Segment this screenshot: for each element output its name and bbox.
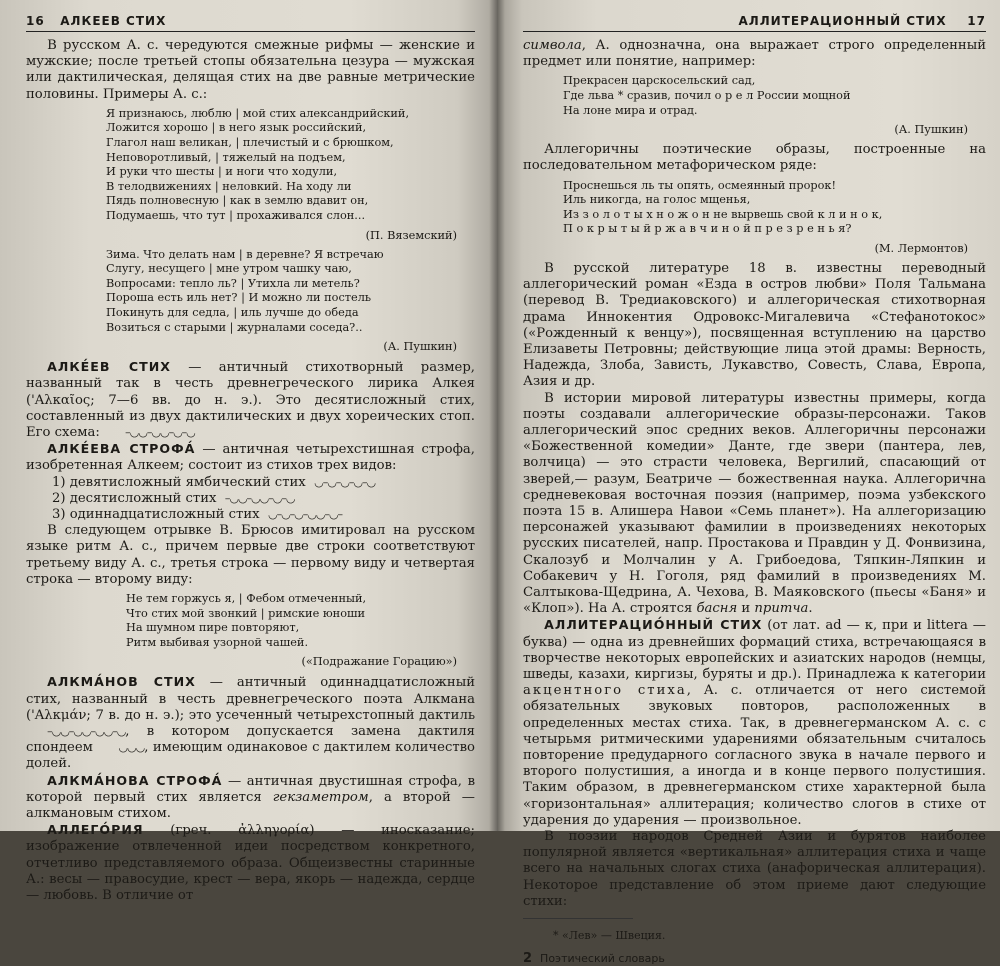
verse-line: Возиться с старыми | журналами соседа?..: [106, 320, 363, 334]
entry-headword: АЛКЕ́ЕВА СТРОФА́: [47, 441, 196, 457]
strofa-item: 1) девятисложный ямбический стих ◡–◡–◡–◡–◡: [52, 474, 376, 490]
right-running-title: АЛЛИТЕРАЦИОННЫЙ СТИХ: [738, 14, 947, 28]
signature-line: [523, 951, 986, 966]
paragraph: В истории мировой литературы известны примеры, когда поэты создавали аллегорические образы-персонажи. Таков аллегорический эпос средних веков. Аллегоричны персонажи «Божественной комедии» Данте, где звери (пантера, лев, волчица) — это страсти человека, Вергилий, спасающий от зверей,— разум, Беатриче — божественная наука. Аллегорична средневековая восточная поэзия (например, поэма узбекского поэта 15 в. Алишера Навои «Семь планет»). На аллегоризацию персонажей указывают фамилии в произведениях некоторых русских писателей, напр. Простакова и Правдин у Д. Фонвизина, Скалозуб и Молчалин у А. Грибоедова, Тяпкин-Ляпкин и Собакевич у Н. Гоголя, ряд фамилий в произведениях М. Салтыкова-Щедрина, А. Чехова, В. Маяковского (пьесы «Баня» и «Клоп»). На А. строятся басня и притча.: [523, 390, 986, 617]
verse-line: Вопросами: тепло ль? | Утихла ли метель?: [106, 276, 360, 290]
verse-attribution: (М. Лермонтов): [874, 241, 968, 255]
verse-line: П о к р ы т ы й р ж а в ч и н о й п р е з р е н ь я?: [563, 222, 852, 236]
entry-headword: АЛЛИТЕРАЦИО́ННЫЙ СТИХ: [544, 617, 763, 633]
verse-line: Прекрасен царскосельский сад,: [563, 74, 756, 88]
left-page: [0, 0, 497, 903]
meter-scheme: –◡◡–◡◡–◡◡–◡: [47, 724, 126, 738]
right-page: [497, 0, 1000, 966]
verse-line: Иль никогда, на голос мщенья,: [563, 193, 751, 207]
allegoria-continuation: символа, А. однозначна, она выражает строго определенный предмет или понятие, например:: [523, 38, 986, 70]
meter-scheme: ◡◡◡: [118, 741, 145, 755]
entry-alkeeva-strofa: [26, 441, 475, 474]
verse-line: Из з о л о т ы х н о ж о н не вырвешь свой к л и н о к,: [563, 207, 883, 221]
paragraph: Аллегоричны поэтические образы, построенные на последовательном метафорическом ряде:: [523, 142, 986, 174]
verse-line: Я признаюсь, люблю | мой стих александрийский,: [106, 106, 410, 120]
verse-line: На лоне мира и отрад.: [563, 103, 698, 117]
meter-scheme: –◡◡–◡◡–◡–◡: [125, 425, 195, 439]
footnote: * «Лев» — Швеция.: [553, 929, 666, 943]
entry-headword: АЛКМА́НОВА СТРОФА́: [47, 772, 223, 788]
paragraph: В поэзии народов Средней Азии и бурятов наиболее популярной является «вертикальная» аллитерация стиха и чаще всего на начальных слогах стиха (анафорическая аллитерация). Некоторое представление об этом приеме дают следующие стихи:: [523, 829, 986, 909]
vyazemsky-verse: [106, 107, 475, 224]
left-running-head: [26, 14, 475, 32]
verse-attribution: («Подражание Горацию»): [301, 655, 457, 669]
entry-allegoria: АЛЛЕГО́РИЯ (греч. ἀλληγορία) — иносказание; изображение отвлеченной идеи посредством конкретного, отчетливо представляемого образа. Общеизвестны старинные А.: весы — правосудие, крест — вера, якорь — надежда, сердце — любовь. В отличие от: [26, 822, 475, 903]
verse-line: Неповоротливый, | тяжелый на подъем,: [106, 150, 346, 164]
verse-attribution: (А. Пушкин): [894, 123, 968, 137]
entry-alliteratsionny-stih: АЛЛИТЕРАЦИО́ННЫЙ СТИХ (от лат. ad — к, при и littera — буква) — одна из древнейших формаций стиха, встречающаяся в творчестве некоторых европейских и азиатских народов (немцы, шведы, казахи, киргизы, буряты и др.). Принадлежа к категории акцентного стиха, А. с. отличается от него системой обязательных звуковых повторов, расположенных в определенных местах стиха. Так, в древнегерманском А. с. с четырьмя ритмическими ударениями обязательным считалось повторение предударного согласного звука в начале первого и второго полустишия, а иногда и в конце первого полустишия. Таким образом, в древнегерманском стихе характерной была «горизонтальная» аллитерация; количество слогов в стихе от ударения до ударения — произвольное.: [523, 617, 987, 828]
entry-text: — античный стихотворный размер, названный так в честь древнегреческого лирика Алкея ('Αλκαῖος; 7—6 вв. до н. э.). Это десятисложный стих, составленный из двух дактилических и двух хореических стоп. Его схема:: [26, 360, 475, 440]
verse-line: Проснешься ль ты опять, осмеянный пророк!: [563, 178, 837, 192]
bryusov-verse: [126, 592, 475, 650]
entry-headword: АЛКМА́НОВ СТИХ: [47, 674, 196, 690]
verse-line: Глагол наш великан, | плечистый и с брюшком,: [106, 136, 394, 149]
verse-line: На шумном пире повторяют,: [126, 621, 300, 635]
strofa-item: 3) одиннадцатисложный стих ◡–◡–◡–◡◡–◡–: [52, 506, 343, 522]
entry-alkeev-stih: [26, 359, 475, 441]
bryusov-paragraph: В следующем отрывке В. Брюсов имитировал на русском языке ритм А. с., причем первые две строки соответствуют третьему виду А. с., третья строка — первому виду и четвертая строка — второму виду:: [26, 523, 475, 587]
pushkin-verse: [106, 248, 475, 336]
signature-text: Поэтический словарь: [540, 952, 665, 966]
left-running-title: АЛКЕЕВ СТИХ: [60, 14, 167, 28]
verse-line: Что стих мой звонкий | римские юноши: [126, 606, 366, 620]
meter-scheme: ◡–◡–◡–◡◡–◡–: [267, 507, 343, 521]
verse-line: Слугу, несущего | мне утром чашку чаю,: [106, 262, 352, 276]
lermontov-verse: [563, 179, 986, 237]
verse-line: Пядь полновесную | как в землю вдавит он,: [106, 194, 369, 208]
verse-line: Не тем горжусь я, | Фебом отмеченный,: [126, 591, 367, 605]
pushkin-verse: [563, 74, 986, 118]
entry-text: — античная четырехстишная строфа, изобретенная Алкеем; состоит из стихов трех видов:: [26, 442, 475, 474]
left-page-number: 16: [26, 14, 45, 28]
right-page-number: 17: [967, 14, 986, 28]
verse-line: Зима. Что делать нам | в деревне? Я встречаю: [106, 247, 384, 261]
entry-headword: АЛЛЕГО́РИЯ: [47, 822, 144, 838]
meter-scheme: ◡–◡–◡–◡–◡: [314, 475, 376, 489]
verse-line: Где льва * сразив, почил о р е л России мощной: [563, 89, 851, 102]
verse-attribution: (А. Пушкин): [383, 340, 457, 354]
verse-line: И руки что шесты | и ноги что ходули,: [106, 165, 338, 179]
left-page-number-and-title: [26, 14, 166, 28]
verse-line: Ложится хорошо | в него язык российский,: [106, 121, 367, 135]
signature-number: 2: [523, 951, 533, 966]
entry-alkmanova-strofa: АЛКМА́НОВА СТРОФА́ — античная двустишная строфа, в которой первый стих является гекзаметром, а второй — алкмановым стихом.: [26, 772, 475, 821]
paragraph: В русской литературе 18 в. известны переводный аллегорический роман «Езда в остров любви» Поля Тальмана (перевод В. Тредиаковского) и аллегорическая стихотворная драма Иннокентия Одровокс-Мигалевича «Стефанотокос» («Рожденный к венцу»), посвященная вступлению на царство Елизаветы Петровны; действующие лица этой драмы: Верность, Надежда, Злоба, Зависть, Лукавство, Совесть, Слава, Европа, Азия и др.: [523, 260, 986, 390]
left-intro-paragraph: В русском А. с. чередуются смежные рифмы — женские и мужские; после третьей стопы обязательна цезура — мужская или дактилическая, делящая стих на две равные метрические половины. Примеры А. с.:: [26, 38, 475, 102]
verse-line: В телодвижениях | неловкий. На ходу ли: [106, 179, 352, 193]
strofa-item: 2) десятисложный стих –◡◡–◡◡–◡–◡: [52, 490, 295, 506]
verse-line: Подумаешь, что тут | прохаживался слон...: [106, 208, 366, 222]
right-running-head: [523, 14, 986, 32]
verse-line: Пороша есть иль нет? | И можно ли постель: [106, 291, 372, 305]
verse-line: Покинуть для седла, | иль лучше до обеда: [106, 305, 359, 319]
entry-alkmanov-stih: АЛКМА́НОВ СТИХ — античный одиннадцатисложный стих, названный в честь древнегреческого поэта Алкмана ('Αλκμάν; 7 в. до н. э.); это усеченный четырехстопный дактиль –◡◡–◡◡–◡◡–◡, в котором допускается замена дактиля спондеем ◡◡◡, имеющим одинаковое с дактилем количество долей.: [26, 674, 475, 772]
verse-line: Ритм выбивая узорной чашей.: [126, 635, 309, 649]
entry-headword: АЛКЕ́ЕВ СТИХ: [47, 359, 171, 375]
meter-scheme: –◡◡–◡◡–◡–◡: [224, 491, 295, 505]
footnote-rule: [523, 918, 633, 919]
verse-attribution: (П. Вяземский): [365, 228, 457, 242]
